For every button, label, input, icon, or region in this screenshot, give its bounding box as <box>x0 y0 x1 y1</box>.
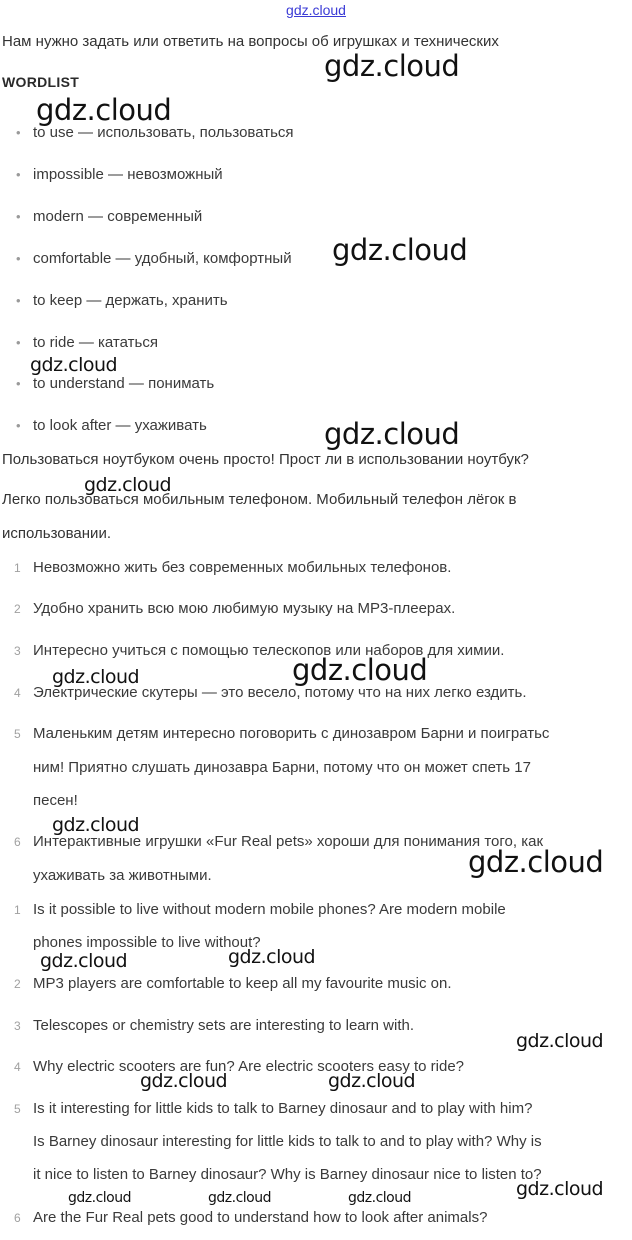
watermark: gdz.cloud <box>40 950 128 972</box>
example-text: Легко пользоваться мобильным телефоном. Мобильный телефон лёгок в <box>2 491 517 508</box>
list-item <box>14 725 549 742</box>
watermark: gdz.cloud <box>468 845 604 879</box>
wordlist-item <box>16 250 292 267</box>
watermark: gdz.cloud <box>68 1190 131 1206</box>
item-number: 4 <box>14 686 21 700</box>
item-text: Маленьким детям интересно поговорить с динозавром Барни и поигратьс <box>33 725 550 742</box>
wordlist-item-text: to look after — ухаживать <box>33 417 207 434</box>
item-text: Электрические скутеры — это весело, потому что на них легко ездить. <box>33 684 527 701</box>
item-text: Are the Fur Real pets good to understand how to look after animals? <box>33 1209 488 1226</box>
watermark: gdz.cloud <box>516 1178 604 1200</box>
item-text: Удобно хранить всю мою любимую музыку на MP3-плеерах. <box>33 600 456 617</box>
wordlist-item <box>16 375 214 392</box>
watermark: gdz.cloud <box>208 1190 271 1206</box>
list-item <box>14 975 452 992</box>
wordlist-item <box>16 208 202 225</box>
wordlist-item <box>16 417 207 434</box>
item-text: Telescopes or chemistry sets are interesting to learn with. <box>33 1017 414 1034</box>
watermark: gdz.cloud <box>52 814 140 836</box>
item-number: 1 <box>14 903 21 917</box>
watermark: gdz.cloud <box>348 1190 411 1206</box>
item-text: it nice to listen to Barney dinosaur? Why is Barney dinosaur nice to listen to? <box>33 1166 542 1183</box>
intro-text: Нам нужно задать или ответить на вопросы об игрушках и технических <box>2 33 499 50</box>
list-item <box>14 1017 414 1034</box>
item-number: 2 <box>14 977 21 991</box>
bullet-icon: • <box>16 335 21 350</box>
wordlist-item-text: comfortable — удобный, комфортный <box>33 250 292 267</box>
item-number: 1 <box>14 561 21 575</box>
watermark: gdz.cloud <box>292 653 428 687</box>
watermark: gdz.cloud <box>328 1070 416 1092</box>
watermark: gdz.cloud <box>30 354 118 376</box>
item-number: 6 <box>14 835 21 849</box>
item-text: Is Barney dinosaur interesting for little kids to talk to and to play with? Why is <box>33 1133 542 1150</box>
item-text: MP3 players are comfortable to keep all my favourite music on. <box>33 975 452 992</box>
wordlist-item-text: impossible — невозможный <box>33 166 223 183</box>
item-number: 2 <box>14 602 21 616</box>
site-logo[interactable]: gdz.cloud <box>286 2 346 18</box>
item-text: Why electric scooters are fun? Are electric scooters easy to ride? <box>33 1058 465 1075</box>
item-text: песен! <box>33 792 78 809</box>
item-text: Интересно учиться с помощью телескопов или наборов для химии. <box>33 642 505 659</box>
wordlist-item-text: to use — использовать, пользоваться <box>33 124 294 141</box>
item-number: 4 <box>14 1060 21 1074</box>
wordlist-item-text: modern — современный <box>33 208 203 225</box>
item-text: Интерактивные игрушки «Fur Real pets» хороши для понимания того, как <box>33 833 543 850</box>
wordlist-item <box>16 334 158 351</box>
bullet-icon: • <box>16 167 21 182</box>
watermark: gdz.cloud <box>36 93 172 127</box>
watermark: gdz.cloud <box>324 49 460 83</box>
item-text: phones impossible to live without? <box>33 934 261 951</box>
item-number: 5 <box>14 1102 21 1116</box>
item-number: 5 <box>14 727 21 741</box>
item-text: Is it possible to live without modern mobile phones? Are modern mobile <box>33 901 506 918</box>
bullet-icon: • <box>16 125 21 140</box>
list-item <box>14 1209 487 1226</box>
watermark: gdz.cloud <box>332 233 468 267</box>
list-item <box>14 559 451 576</box>
bullet-icon: • <box>16 251 21 266</box>
wordlist-title: WORDLIST <box>2 74 80 90</box>
watermark: gdz.cloud <box>84 474 172 496</box>
wordlist-item <box>16 292 228 309</box>
watermark: gdz.cloud <box>52 666 140 688</box>
wordlist-item <box>16 166 223 183</box>
wordlist-item-text: to keep — держать, хранить <box>33 292 228 309</box>
list-item <box>14 1100 532 1117</box>
item-text: ухаживать за животными. <box>33 867 212 884</box>
item-number: 3 <box>14 644 21 658</box>
list-item <box>14 600 455 617</box>
item-number: 6 <box>14 1211 21 1225</box>
watermark: gdz.cloud <box>324 417 460 451</box>
bullet-icon: • <box>16 376 21 391</box>
bullet-icon: • <box>16 209 21 224</box>
example-text: использовании. <box>2 525 111 542</box>
item-text: Невозможно жить без современных мобильных телефонов. <box>33 559 452 576</box>
watermark: gdz.cloud <box>228 946 316 968</box>
wordlist-item-text: to ride — кататься <box>33 334 158 351</box>
list-item <box>14 901 506 918</box>
item-number: 3 <box>14 1019 21 1033</box>
bullet-icon: • <box>16 293 21 308</box>
watermark: gdz.cloud <box>516 1030 604 1052</box>
example-text: Пользоваться ноутбуком очень просто! Прост ли в использовании ноутбук? <box>2 451 529 468</box>
bullet-icon: • <box>16 418 21 433</box>
item-text: ним! Приятно слушать динозавра Барни, потому что он может спеть 17 <box>33 759 531 776</box>
list-item <box>14 642 504 659</box>
item-text: Is it interesting for little kids to talk to Barney dinosaur and to play with him? <box>33 1100 533 1117</box>
watermark: gdz.cloud <box>140 1070 228 1092</box>
wordlist-item-text: to understand — понимать <box>33 375 215 392</box>
